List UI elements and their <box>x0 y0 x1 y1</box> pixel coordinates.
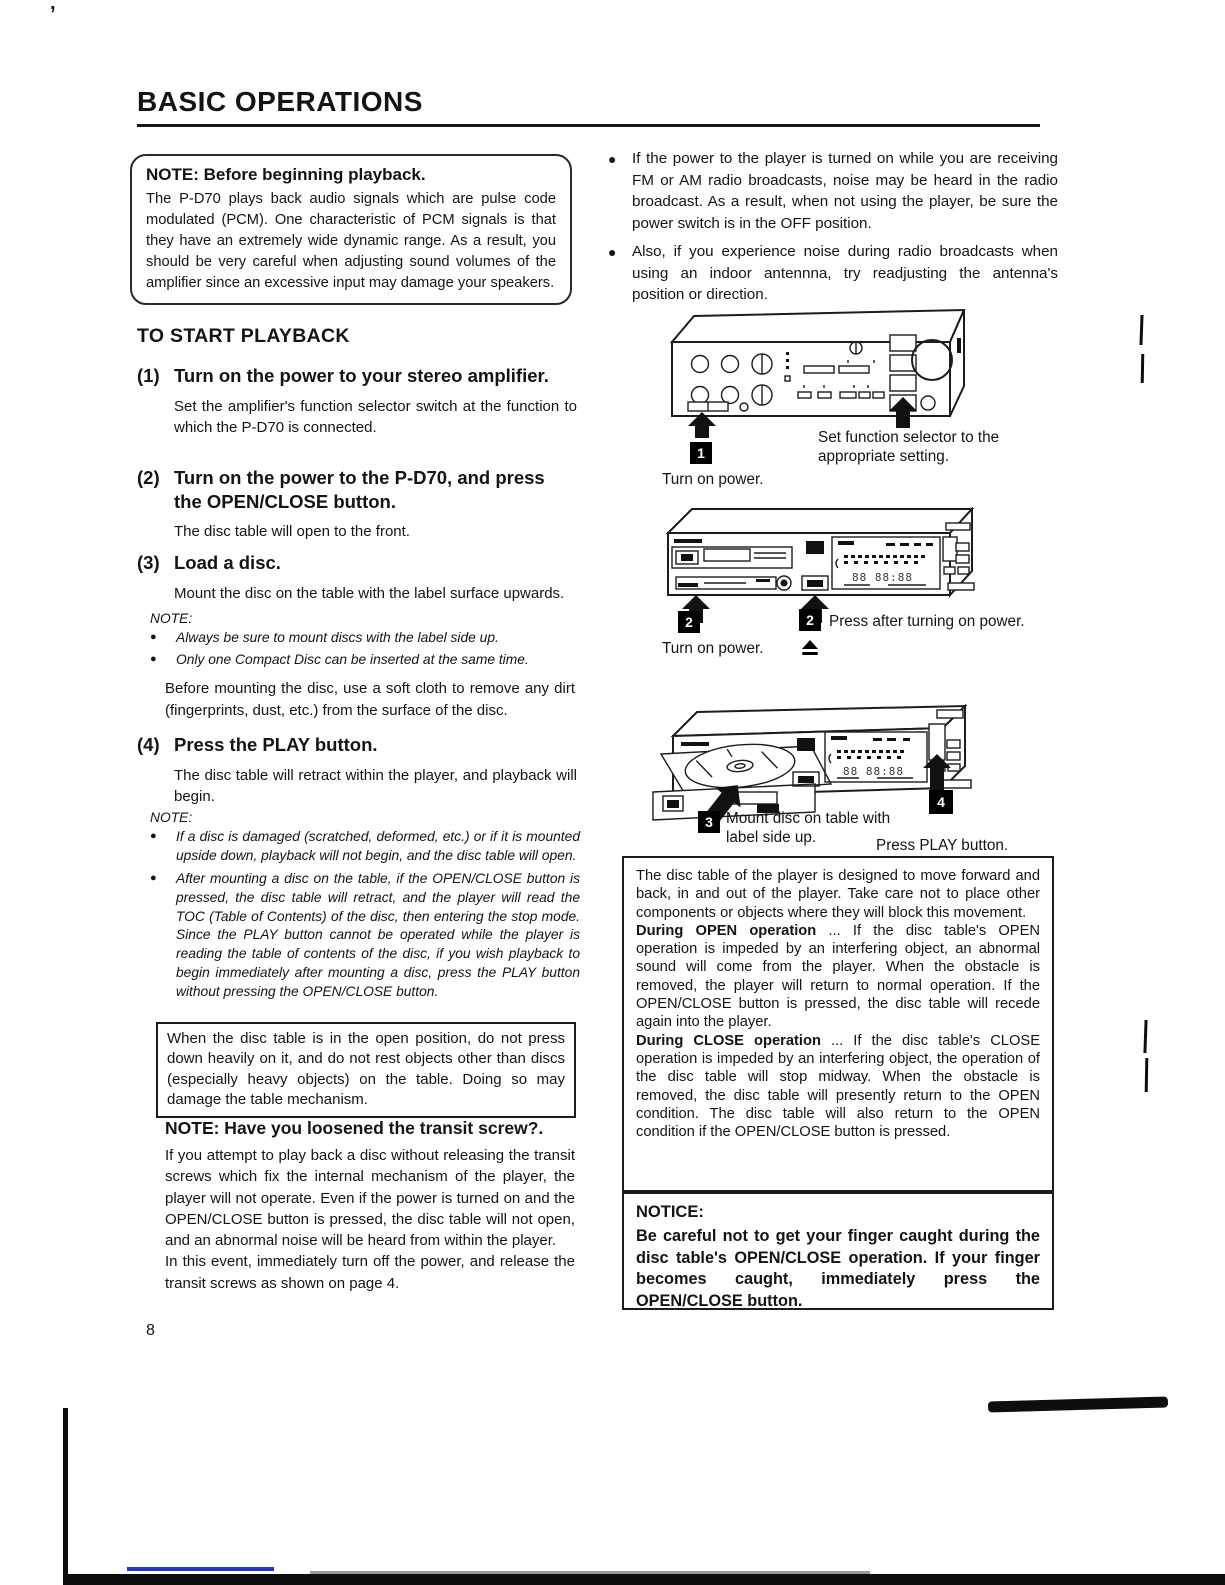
intro-bullet: Also, if you experience noise during radio broadcasts when using an indoor antennna, try readjusting the antenna's position or direction. <box>632 242 1058 304</box>
scan-mark-comma: , <box>50 0 56 14</box>
note-box-title: NOTE: Before beginning playback. <box>146 165 426 184</box>
note-box-body: The P-D70 plays back audio signals which are pulse code modulated (PCM). One characteristic of PCM signals is that they have an extremely wide dynamic range. As a result, you should be very careful when adjusting sound volumes of the amplifier since an excessive input may damage your speakers. <box>146 191 556 292</box>
transit-paragraph: If you attempt to play back a disc without releasing the transit screws which fix the internal mechanism of the player, the player will not operate. Even if the power is turned on and the OPEN/CLOSE button is pressed, the disc table will not open, and an abnormal noise will be heard from within the player. <box>165 1147 575 1250</box>
amplifier-caption-selector: Set function selector to the appropriate setting. <box>818 429 1000 466</box>
scan-artifact <box>63 1408 68 1585</box>
bullet-icon: ● <box>608 151 617 167</box>
step-1-body: Set the amplifier's function selector switch at the function to which the P-D70 is connected. <box>174 397 577 437</box>
step-3-body: Mount the disc on the table with the label surface upwards. <box>174 584 565 602</box>
step-2 <box>137 466 577 543</box>
step-badge-2-right: 2 <box>799 609 821 631</box>
amplifier-diagram <box>658 302 970 438</box>
step-2-title: Turn on the power to the P-D70, and press the OPEN/CLOSE button. <box>174 467 545 512</box>
step-4-number: (4) <box>137 734 160 755</box>
step-badge-1: 1 <box>690 442 712 464</box>
movement-intro: The disc table of the player is designed to move forward and back, in and out of the player. Take care not to place other components or objects where they will block this movement. <box>636 868 1040 921</box>
eject-icon <box>802 640 818 660</box>
bullet-icon: ● <box>150 631 157 643</box>
page-title: BASIC OPERATIONS <box>137 86 423 117</box>
open-operation-text: ... If the disc table's OPEN operation is impeded by an interfering object, an abnormal sound will come from the player. When the obstacle is removed, the player will return to normal operation. If the OPEN/CLOSE button is pressed, the disc table will recede again into the player. <box>636 922 1040 1031</box>
transit-screw-title: NOTE: Have you loosened the transit screw?. <box>165 1118 544 1138</box>
note-label: NOTE: <box>150 810 193 825</box>
step-1 <box>137 364 577 439</box>
note-label: NOTE: <box>150 611 193 626</box>
scan-artifact <box>1139 315 1143 345</box>
note-bullet: Always be sure to mount discs with the label side up. <box>176 630 499 645</box>
note-bullet: After mounting a disc on the table, if the OPEN/CLOSE button is pressed, the disc table will retract, and the player will read the TOC (Table of Contents) of the disc, then entering the stop mode. Since the PLAY button cannot be operated while the player is reading the table of contents of the disc, if you wish playback to begin immediately after mounting a disc, press the PLAY button without pressing the OPEN/CLOSE button. <box>176 870 580 1000</box>
note-load-disc <box>150 611 578 670</box>
bullet-icon: ● <box>150 871 157 884</box>
notice-title: NOTICE: <box>636 1203 704 1221</box>
step-4-title: Press the PLAY button. <box>174 734 378 755</box>
step-badge-2-left: 2 <box>678 611 700 633</box>
display-digits: 88 88:88 <box>852 571 913 584</box>
bullet-icon: ● <box>150 830 157 842</box>
step-2-number: (2) <box>137 467 160 488</box>
transit-screw-body <box>165 1145 575 1294</box>
scan-artifact-blue-line <box>127 1567 274 1571</box>
intro-bullet: If the power to the player is turned on while you are receiving FM or AM radio broadcasts, noise may be heard in the radio broadcast. As a result, when not using the player, be sure the power switch is in the OFF position. <box>632 150 1058 233</box>
step-badge-4: 4 <box>929 790 953 814</box>
disc-caption-mount: Mount disc on table with label side up. <box>726 810 891 847</box>
player-caption-openclose: Press after turning on power. <box>829 613 1025 630</box>
player-power-diagram <box>660 503 982 623</box>
scan-artifact <box>1145 1058 1149 1092</box>
disc-caption-play: Press PLAY button. <box>876 837 1009 854</box>
close-operation-label: During CLOSE operation <box>636 1032 821 1049</box>
scan-artifact <box>1141 354 1145 383</box>
step-1-number: (1) <box>137 365 160 386</box>
close-operation-text: ... If the disc table's CLOSE operation is impeded by an interfering object, the operation of the disc table will stop midway. When the obstacle is removed, the disc table will presently return to the OPEN condition. The disc table will also return to the OPEN condition if the OPEN/CLOSE button is pressed. <box>636 1032 1040 1141</box>
step-1-title: Turn on the power to your stereo amplifier. <box>174 365 549 386</box>
player-caption-power: Turn on power. <box>662 640 764 657</box>
page-number: 8 <box>146 1322 155 1339</box>
note-bullet: If a disc is damaged (scratched, deformed, etc.) or if it is mounted upside down, playback will not begin, and the disc table will open. <box>176 829 580 863</box>
step-badge-3: 3 <box>698 811 720 833</box>
step-3 <box>137 551 577 604</box>
bullet-icon: ● <box>608 243 617 260</box>
section-heading: TO START PLAYBACK <box>137 325 350 347</box>
scan-artifact <box>988 1396 1168 1412</box>
warning-text: When the disc table is in the open position, do not press down heavily on it, and do not rest objects other than discs (especially heavy objects) on the table. Doing so may damage the table mechanism. <box>167 1030 565 1109</box>
disc-table-movement-box <box>622 856 1054 1192</box>
transit-paragraph: In this event, immediately turn off the power, and release the transit screws as shown on page 4. <box>165 1253 575 1292</box>
scan-artifact <box>1143 1020 1147 1053</box>
movement-open-paragraph <box>636 922 1040 1032</box>
step-4-body: The disc table will retract within the player, and playback will begin. <box>174 766 577 806</box>
disc-table-warning-box <box>156 1022 576 1118</box>
bullet-icon: ● <box>150 652 157 665</box>
movement-close-paragraph <box>636 1032 1040 1142</box>
title-rule <box>137 124 1040 127</box>
scan-artifact-bottom-bar <box>68 1574 1225 1585</box>
open-operation-label: During OPEN operation <box>636 922 817 939</box>
notice-body: Be careful not to get your finger caught during the disc table's OPEN/CLOSE operation. If your finger becomes caught, immediately press the OPEN/CLOSE button. <box>636 1227 1040 1310</box>
note-bullet: Only one Compact Disc can be inserted at the same time. <box>176 651 529 667</box>
amplifier-caption-power: Turn on power. <box>662 471 764 488</box>
step-3-number: (3) <box>137 552 160 573</box>
step-2-body: The disc table will open to the front. <box>174 523 410 541</box>
note-play <box>150 810 580 1002</box>
note-before-playback-box <box>130 154 572 305</box>
step-4 <box>137 733 577 808</box>
clean-disc-paragraph: Before mounting the disc, use a soft cloth to remove any dirt (fingerprints, dust, etc.) from the surface of the disc. <box>165 680 575 719</box>
step-3-title: Load a disc. <box>174 552 281 573</box>
intro-bullets <box>608 148 1058 312</box>
notice-box <box>622 1192 1054 1310</box>
display-digits: 88 88:88 <box>843 765 904 778</box>
